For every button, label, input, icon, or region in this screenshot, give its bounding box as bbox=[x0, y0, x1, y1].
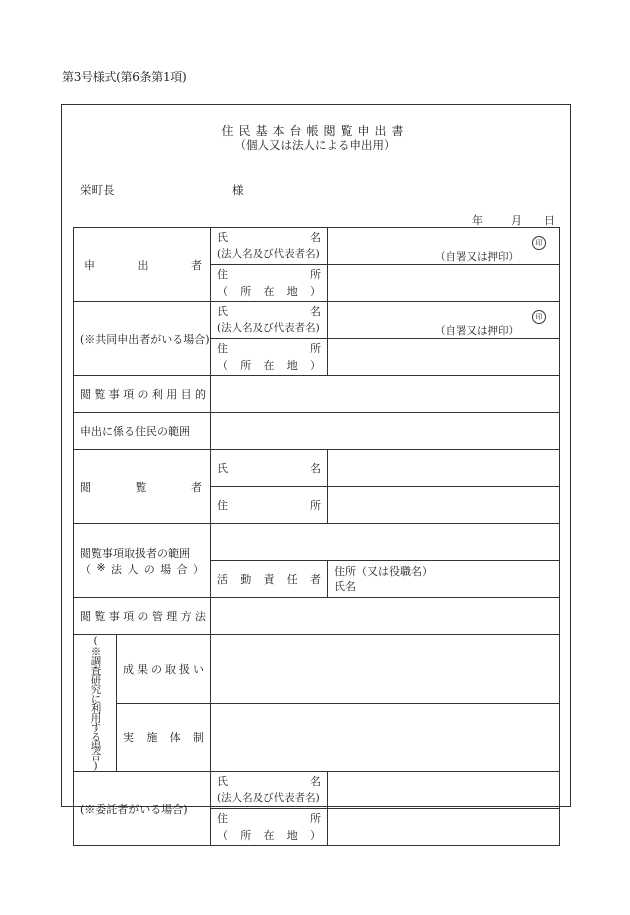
handler-scope-field[interactable] bbox=[211, 524, 560, 561]
management-row bbox=[74, 598, 560, 635]
date-month: 月 bbox=[511, 214, 522, 227]
research-system-row bbox=[74, 703, 560, 772]
joint-name-field[interactable] bbox=[328, 302, 560, 339]
date-year: 年 bbox=[472, 214, 483, 227]
responsible-label: 活 動 責 任 者 bbox=[211, 561, 328, 598]
addressee: 栄町長 bbox=[80, 183, 115, 197]
joint-applicant-label: (※共同申出者がいる場合) bbox=[74, 302, 211, 376]
delegate-address-label: 住 所 （ 所 在 地 ） bbox=[211, 809, 328, 846]
applicant-name-row bbox=[74, 228, 560, 265]
applicant-name-label: 氏 名 (法人名及び代表者名) bbox=[211, 228, 328, 265]
handler-label-cell: 閲覧事項取扱者の範囲 （ ※ 法 人 の 場 合 ） bbox=[74, 524, 211, 598]
form-title: 住民基本台帳閲覧申出書 bbox=[221, 124, 409, 138]
handler-row bbox=[74, 524, 560, 561]
applicant-name-field[interactable] bbox=[328, 228, 560, 265]
scope-field[interactable] bbox=[211, 413, 560, 450]
results-field[interactable] bbox=[211, 635, 560, 704]
purpose-row bbox=[74, 376, 560, 413]
viewer-label-cell: 閲 覧 者 bbox=[74, 450, 211, 524]
form-number: 第3号様式(第6条第1項) bbox=[62, 70, 187, 84]
viewer-name-row bbox=[74, 450, 560, 487]
joint-seal-note: （自署又は押印） bbox=[435, 325, 519, 337]
management-field[interactable] bbox=[211, 598, 560, 635]
joint-name-label: 氏 名 (法人名及び代表者名) bbox=[211, 302, 328, 339]
delegate-address-field[interactable] bbox=[328, 809, 560, 846]
joint-address-field[interactable] bbox=[328, 339, 560, 376]
viewer-name-label: 氏 名 bbox=[211, 450, 328, 487]
seal-icon: 印 bbox=[532, 310, 546, 324]
management-label: 閲 覧 事 項 の 管 理 方 法 bbox=[74, 598, 211, 635]
joint-address-label: 住 所 （ 所 在 地 ） bbox=[211, 339, 328, 376]
date-line bbox=[472, 212, 555, 228]
viewer-name-field[interactable] bbox=[328, 450, 560, 487]
results-label: 成 果 の 取 扱 い bbox=[117, 635, 211, 704]
system-field[interactable] bbox=[211, 703, 560, 772]
honorific: 様 bbox=[232, 183, 244, 197]
applicant-address-label: 住 所 （ 所 在 地 ） bbox=[211, 265, 328, 302]
scope-row bbox=[74, 413, 560, 450]
delegate-name-row bbox=[74, 772, 560, 809]
scope-label: 申出に係る住民の範囲 bbox=[74, 413, 211, 450]
joint-name-row bbox=[74, 302, 560, 339]
research-vertical-label: (※調査研究に利用する場合) bbox=[89, 635, 102, 771]
seal-icon: 印 bbox=[532, 236, 546, 250]
purpose-field[interactable] bbox=[211, 376, 560, 413]
research-label-cell bbox=[74, 635, 117, 772]
date-day: 日 bbox=[544, 214, 555, 227]
viewer-address-field[interactable] bbox=[328, 487, 560, 524]
purpose-label: 閲 覧 事 項 の 利 用 目 的 bbox=[74, 376, 211, 413]
applicant-seal-note: （自署又は押印） bbox=[435, 251, 519, 263]
research-results-row bbox=[74, 635, 560, 704]
application-table bbox=[73, 227, 560, 846]
responsible-field[interactable]: 住所（又は役職名） 氏名 bbox=[328, 561, 560, 598]
delegate-name-field[interactable] bbox=[328, 772, 560, 809]
delegate-name-label: 氏 名 (法人名及び代表者名) bbox=[211, 772, 328, 809]
form-subtitle: （個人又は法人による申出用） bbox=[234, 138, 396, 152]
delegate-label: (※委託者がいる場合) bbox=[74, 772, 211, 846]
viewer-address-label: 住 所 bbox=[211, 487, 328, 524]
applicant-label-cell: 申 出 者 bbox=[74, 228, 211, 302]
applicant-address-field[interactable] bbox=[328, 265, 560, 302]
system-label: 実 施 体 制 bbox=[117, 703, 211, 772]
